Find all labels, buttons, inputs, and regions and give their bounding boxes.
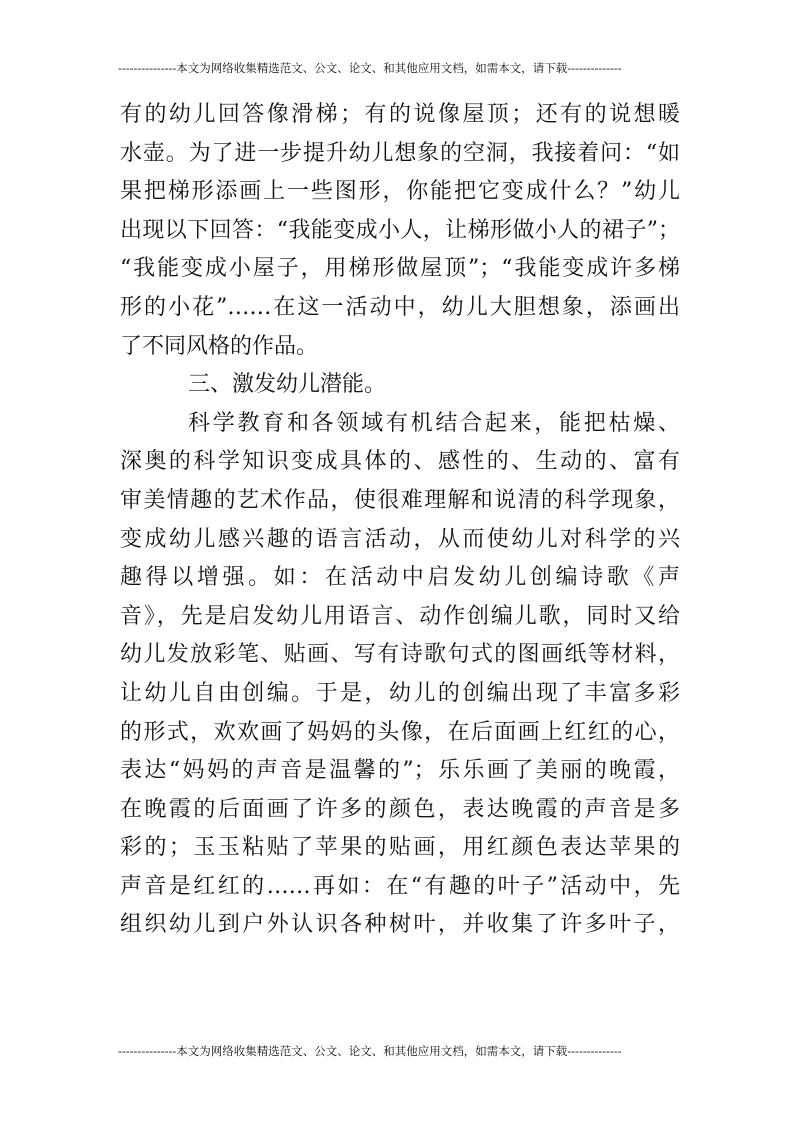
paragraph-line: 音》，先是启发幼儿用语言、动作创编儿歌，同时又给 (120, 603, 680, 629)
paragraph-line: 水壶。为了进一步提升幼儿想象的空洞，我接着问：“如 (120, 140, 680, 166)
page-header: ---------------本文为网络收集精选范文、公文、论文、和其他应用文档，如需本文，请下载-------------- (118, 61, 622, 75)
paragraph-line: 幼儿发放彩笔、贴画、写有诗歌句式的图画纸等材料， (120, 642, 680, 668)
paragraph-line: 的形式，欢欢画了妈妈的头像，在后面画上红红的心， (120, 719, 680, 745)
paragraph-line: 了不同风格的作品。 (120, 333, 319, 359)
paragraph-line: 出现以下回答：“我能变成小人，让梯形做小人的裙子”； (120, 217, 680, 243)
paragraph-line: 有的幼儿回答像滑梯；有的说像屋顶；还有的说想暖 (120, 102, 680, 127)
page-footer: ---------------本文为网络收集精选范文、公文、论文、和其他应用文档，如需本文，请下载-------------- (118, 1044, 622, 1058)
paragraph-line: 表达“妈妈的声音是温馨的”；乐乐画了美丽的晚霞， (120, 758, 680, 784)
paragraph-line: 彩的；玉玉粘贴了苹果的贴画，用红颜色表达苹果的 (120, 835, 680, 861)
paragraph-line: 让幼儿自由创编。于是，幼儿的创编出现了丰富多彩 (120, 680, 680, 706)
section-heading: 三、激发幼儿潜能。 (188, 372, 387, 398)
paragraph-line: “我能变成小屋子，用梯形做屋顶”；“我能变成许多梯 (120, 256, 680, 282)
paragraph-line: 深奥的科学知识变成具体的、感性的、生动的、富有 (120, 449, 680, 475)
paragraph-line: 在晚霞的后面画了许多的颜色，表达晚霞的声音是多 (120, 796, 680, 822)
paragraph-line: 组织幼儿到户外认识各种树叶，并收集了许多叶子， (120, 912, 680, 938)
paragraph-line: 形的小花”……在这一活动中，幼儿大胆想象，添画出 (120, 294, 680, 320)
paragraph-line: 变成幼儿感兴趣的语言活动，从而使幼儿对科学的兴 (120, 526, 680, 552)
paragraph-line: 果把梯形添画上一些图形，你能把它变成什么？”幼儿 (120, 179, 680, 205)
paragraph-line: 审美情趣的艺术作品，使很难理解和说清的科学现象， (120, 487, 680, 513)
paragraph-line: 声音是红红的……再如：在“有趣的叶子”活动中，先 (120, 873, 680, 899)
paragraph-line: 科学教育和各领域有机结合起来，能把枯燥、 (188, 410, 680, 436)
document-body (120, 96, 680, 945)
paragraph-line: 趣得以增强。如：在活动中启发幼儿创编诗歌《声 (120, 565, 680, 591)
